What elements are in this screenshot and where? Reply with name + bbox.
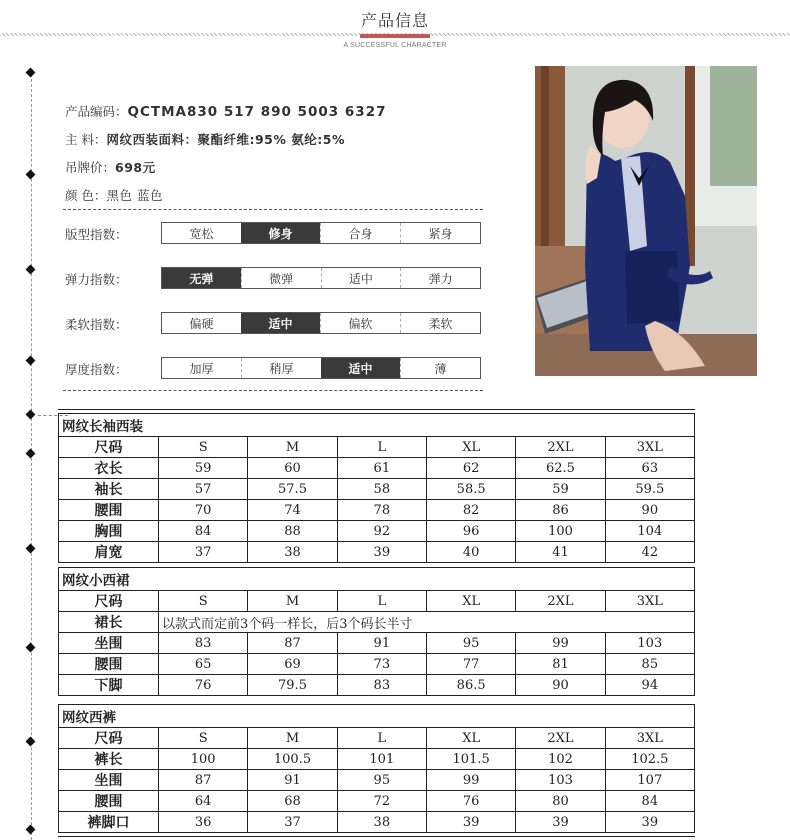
product-material	[65, 130, 345, 148]
table-row	[59, 728, 695, 749]
table-cell: 69	[248, 654, 337, 675]
size-header: XL	[426, 591, 515, 612]
bullet-diamond-icon	[26, 410, 36, 420]
table-cell: 100.5	[248, 749, 337, 770]
table-row	[59, 812, 695, 833]
size-table-jacket	[58, 413, 695, 563]
stretch-option: 弹力	[400, 268, 480, 288]
table-cell: 57.5	[248, 479, 337, 500]
bullet-diamond-icon	[26, 68, 36, 78]
product-code	[65, 102, 386, 120]
table-cell: 78	[337, 500, 426, 521]
size-table-skirt	[58, 567, 695, 696]
table-row	[59, 654, 695, 675]
price-value: 698元	[115, 160, 156, 175]
table-cell: 62.5	[516, 458, 605, 479]
table-cell: 39	[605, 812, 694, 833]
fit-option: 合身	[320, 223, 400, 243]
fit-option: 紧身	[400, 223, 480, 243]
size-header: S	[159, 437, 248, 458]
thickness-index-label: 厚度指数：	[65, 362, 128, 377]
table-row	[59, 791, 695, 812]
table-cell: 74	[248, 500, 337, 521]
table-cell: 83	[159, 633, 248, 654]
table-cell: 38	[248, 542, 337, 563]
title-accent-bar	[360, 34, 430, 38]
table-title: 网纹长袖西装	[59, 414, 695, 437]
table-cell: 90	[605, 500, 694, 521]
size-header: M	[248, 437, 337, 458]
row-label: 坐围	[59, 633, 159, 654]
table-cell: 41	[516, 542, 605, 563]
table-cell: 59	[516, 479, 605, 500]
table-cell: 79.5	[248, 675, 337, 696]
table-cell: 58.5	[426, 479, 515, 500]
price-label: 吊牌价：	[65, 160, 116, 175]
table-row	[59, 542, 695, 563]
thickness-index-bar	[161, 357, 481, 379]
size-header: S	[159, 591, 248, 612]
fit-index-bar	[161, 222, 481, 244]
material-label: 主 料：	[65, 132, 107, 147]
softness-index-bar	[161, 312, 481, 334]
bullet-diamond-icon	[26, 544, 36, 554]
table-cell: 39	[516, 812, 605, 833]
table-cell: 59.5	[605, 479, 694, 500]
stretch-option: 微弹	[241, 268, 321, 288]
size-header: L	[337, 437, 426, 458]
size-header: 2XL	[516, 437, 605, 458]
thickness-option: 薄	[400, 358, 480, 378]
table-cell: 76	[426, 791, 515, 812]
size-header: 3XL	[605, 591, 694, 612]
table-cell: 95	[337, 770, 426, 791]
table-cell: 102	[516, 749, 605, 770]
stretch-option: 无弹	[162, 268, 241, 288]
table-cell: 99	[516, 633, 605, 654]
table-cell: 95	[426, 633, 515, 654]
table-cell: 63	[605, 458, 694, 479]
row-label: 裙长	[59, 612, 159, 633]
table-cell: 90	[516, 675, 605, 696]
table-cell: 103	[516, 770, 605, 791]
table-cell: 70	[159, 500, 248, 521]
table-cell: 58	[337, 479, 426, 500]
table-cell: 88	[248, 521, 337, 542]
table-top-line	[58, 409, 695, 410]
table-cell: 37	[159, 542, 248, 563]
table-cell: 60	[248, 458, 337, 479]
table-title: 网纹西裤	[59, 705, 695, 728]
row-label: 坐围	[59, 770, 159, 791]
product-price	[65, 158, 156, 176]
size-header: 3XL	[605, 437, 694, 458]
bullet-diamond-icon	[26, 643, 36, 653]
table-row	[59, 521, 695, 542]
table-row	[59, 749, 695, 770]
table-cell: 87	[159, 770, 248, 791]
table-row	[59, 612, 695, 633]
row-label: 衣长	[59, 458, 159, 479]
table-cell: 59	[159, 458, 248, 479]
table-cell: 42	[605, 542, 694, 563]
size-header: XL	[426, 437, 515, 458]
table-cell: 39	[426, 812, 515, 833]
table-cell: 101	[337, 749, 426, 770]
size-header: M	[248, 728, 337, 749]
color-label: 颜 色：	[65, 188, 107, 203]
stretch-index-label: 弹力指数：	[65, 272, 128, 287]
row-label: 腰围	[59, 654, 159, 675]
table-row	[59, 591, 695, 612]
table-cell: 40	[426, 542, 515, 563]
size-header: L	[337, 591, 426, 612]
row-label: 胸围	[59, 521, 159, 542]
table-cell: 84	[605, 791, 694, 812]
table-cell: 81	[516, 654, 605, 675]
row-label: 尺码	[59, 591, 159, 612]
table-row	[59, 437, 695, 458]
table-cell: 91	[337, 633, 426, 654]
bullet-diamond-icon	[26, 170, 36, 180]
size-header: S	[159, 728, 248, 749]
table-cell: 68	[248, 791, 337, 812]
note-cell: 以款式而定前3个码一样长，后3个码长半寸	[159, 612, 695, 633]
row-label: 肩宽	[59, 542, 159, 563]
product-code-value: QCTMA830 517 890 5003 6327	[127, 104, 387, 120]
fit-option: 修身	[241, 223, 320, 243]
size-header: L	[337, 728, 426, 749]
fit-option: 宽松	[189, 226, 214, 241]
table-cell: 57	[159, 479, 248, 500]
table-cell: 103	[605, 633, 694, 654]
size-table-trousers	[58, 704, 695, 833]
table-cell: 101.5	[426, 749, 515, 770]
table-title: 网纹小西裙	[59, 568, 695, 591]
row-label: 尺码	[59, 728, 159, 749]
table-cell: 87	[248, 633, 337, 654]
stretch-index-bar	[161, 267, 481, 289]
table-cell: 92	[337, 521, 426, 542]
table-row	[59, 633, 695, 654]
table-cell: 77	[426, 654, 515, 675]
table-cell: 100	[159, 749, 248, 770]
table-cell: 96	[426, 521, 515, 542]
row-label: 裤长	[59, 749, 159, 770]
table-row	[59, 675, 695, 696]
bullet-diamond-icon	[26, 825, 36, 835]
softness-option: 柔软	[400, 313, 480, 333]
table-cell: 86.5	[426, 675, 515, 696]
size-header: 2XL	[516, 728, 605, 749]
table-cell: 37	[248, 812, 337, 833]
softness-option: 偏硬	[189, 316, 214, 331]
info-divider	[63, 209, 483, 210]
table-cell: 76	[159, 675, 248, 696]
bullet-diamond-icon	[26, 265, 36, 275]
table-cell: 91	[248, 770, 337, 791]
table-row	[59, 770, 695, 791]
index-divider	[63, 390, 483, 391]
thickness-option: 适中	[321, 358, 400, 378]
table-cell: 38	[337, 812, 426, 833]
bullet-diamond-icon	[26, 449, 36, 459]
table-cell: 85	[605, 654, 694, 675]
row-label: 下脚	[59, 675, 159, 696]
table-cell: 107	[605, 770, 694, 791]
thickness-option: 稍厚	[241, 358, 321, 378]
table-bottom-line	[58, 836, 695, 837]
product-code-label: 产品编码：	[65, 104, 128, 119]
row-label: 袖长	[59, 479, 159, 500]
size-header: 3XL	[605, 728, 694, 749]
table-cell: 62	[426, 458, 515, 479]
size-header: M	[248, 591, 337, 612]
table-cell: 36	[159, 812, 248, 833]
table-cell: 61	[337, 458, 426, 479]
table-row	[59, 500, 695, 521]
table-cell: 94	[605, 675, 694, 696]
row-label: 尺码	[59, 437, 159, 458]
table-cell: 102.5	[605, 749, 694, 770]
product-color	[65, 186, 163, 204]
color-value: 黑色 蓝色	[106, 188, 163, 203]
softness-option: 适中	[241, 313, 320, 333]
table-cell: 39	[337, 542, 426, 563]
table-cell: 100	[516, 521, 605, 542]
table-cell: 80	[516, 791, 605, 812]
size-header: XL	[426, 728, 515, 749]
table-cell: 86	[516, 500, 605, 521]
table-cell: 73	[337, 654, 426, 675]
thickness-option: 加厚	[189, 361, 214, 376]
table-cell: 72	[337, 791, 426, 812]
model-photo	[535, 66, 757, 376]
row-label: 腰围	[59, 791, 159, 812]
fit-index-label: 版型指数：	[65, 227, 128, 242]
size-header: 2XL	[516, 591, 605, 612]
table-cell: 64	[159, 791, 248, 812]
stretch-option: 适中	[321, 268, 401, 288]
page-title: 产品信息	[360, 11, 429, 30]
bullet-diamond-icon	[26, 356, 36, 366]
row-label: 腰围	[59, 500, 159, 521]
table-cell: 83	[337, 675, 426, 696]
table-row	[59, 479, 695, 500]
table-cell: 99	[426, 770, 515, 791]
material-value: 网纹西装面料：聚酯纤维:95% 氨纶:5%	[106, 132, 345, 147]
table-row	[59, 458, 695, 479]
table-cell: 84	[159, 521, 248, 542]
table-cell: 82	[426, 500, 515, 521]
page-subtitle: A SUCCESSFUL CHARACTER	[343, 42, 447, 49]
row-label: 裤脚口	[59, 812, 159, 833]
table-cell: 65	[159, 654, 248, 675]
table-cell: 104	[605, 521, 694, 542]
softness-option: 偏软	[320, 313, 400, 333]
bullet-diamond-icon	[26, 737, 36, 747]
softness-index-label: 柔软指数：	[65, 317, 128, 332]
